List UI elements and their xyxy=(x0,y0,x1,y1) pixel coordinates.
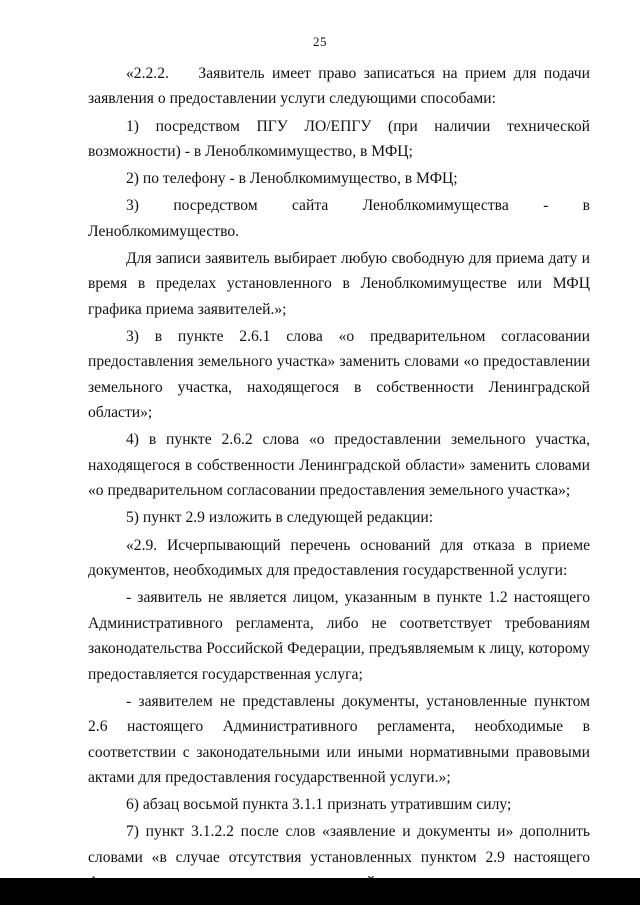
paragraph-2-9-heading: «2.9. Исчерпывающий перечень оснований для отказа в приеме документов, необходимых для предоставления государственной услуги: xyxy=(88,536,590,580)
scan-bottom-bar xyxy=(0,878,640,905)
paragraph-2-9-ground-1: - заявитель не является лицом, указанным в пункте 1.2 настоящего Административного регламента, либо не соответствует требованиям законодательства Российской Федерации, предъявляемым к лицу, которому предоставляется государственная услуга; xyxy=(88,589,590,683)
page-number: 25 xyxy=(313,34,327,49)
paragraph-amendment-4: 4) в пункте 2.6.2 слова «о предоставлении земельного участка, находящегося в собственности Ленинградской области» заменить словами «о предварительном согласовании предоставления земельного участка»; xyxy=(88,431,590,500)
paragraph-2-2-2-intro: «2.2.2. Заявитель имеет право записаться на прием для подачи заявления о предоставлении услуги следующими способами: xyxy=(88,65,590,108)
paragraph-amendment-5: 5) пункт 2.9 изложить в следующей редакции: xyxy=(126,509,434,527)
paragraph-amendment-3: 3) в пункте 2.6.1 слова «о предварительном согласовании предоставления земельного участка» заменить словами «о предоставлении земельного участка, находящегося в собственности Ленинградской области»; xyxy=(88,328,590,422)
document-body xyxy=(88,61,590,896)
paragraph-option-1: 1) посредством ПГУ ЛО/ЕПГУ (при наличии технической возможности) - в Леноблкомимущество, в МФЦ; xyxy=(88,117,590,161)
paragraph-appointment-choice: Для записи заявитель выбирает любую свободную для приема дату и время в пределах установленного в Леноблкомимуществе или МФЦ графика приема заявителей.»; xyxy=(88,250,590,318)
paragraph-2-9-ground-2: - заявителем не представлены документы, установленные пунктом 2.6 настоящего Административного регламента, необходимые в соответствии с законодательными или иными нормативными правовыми актами для предоставления государственной услуги.»; xyxy=(88,692,590,786)
paragraph-option-3: 3) посредством сайта Леноблкомимущества - в Леноблкомимущество. xyxy=(88,197,590,240)
paragraph-amendment-6: 6) абзац восьмой пункта 3.1.1 признать утратившим силу; xyxy=(126,796,512,814)
paragraph-amendment-7: 7) пункт 3.1.2.2 после слов «заявление и документы и» дополнить словами «в случае отсутствия установленных пунктом 2.9 настоящего xyxy=(88,823,590,866)
paragraph-option-2: 2) по телефону - в Леноблкомимущество, в МФЦ; xyxy=(126,170,458,188)
